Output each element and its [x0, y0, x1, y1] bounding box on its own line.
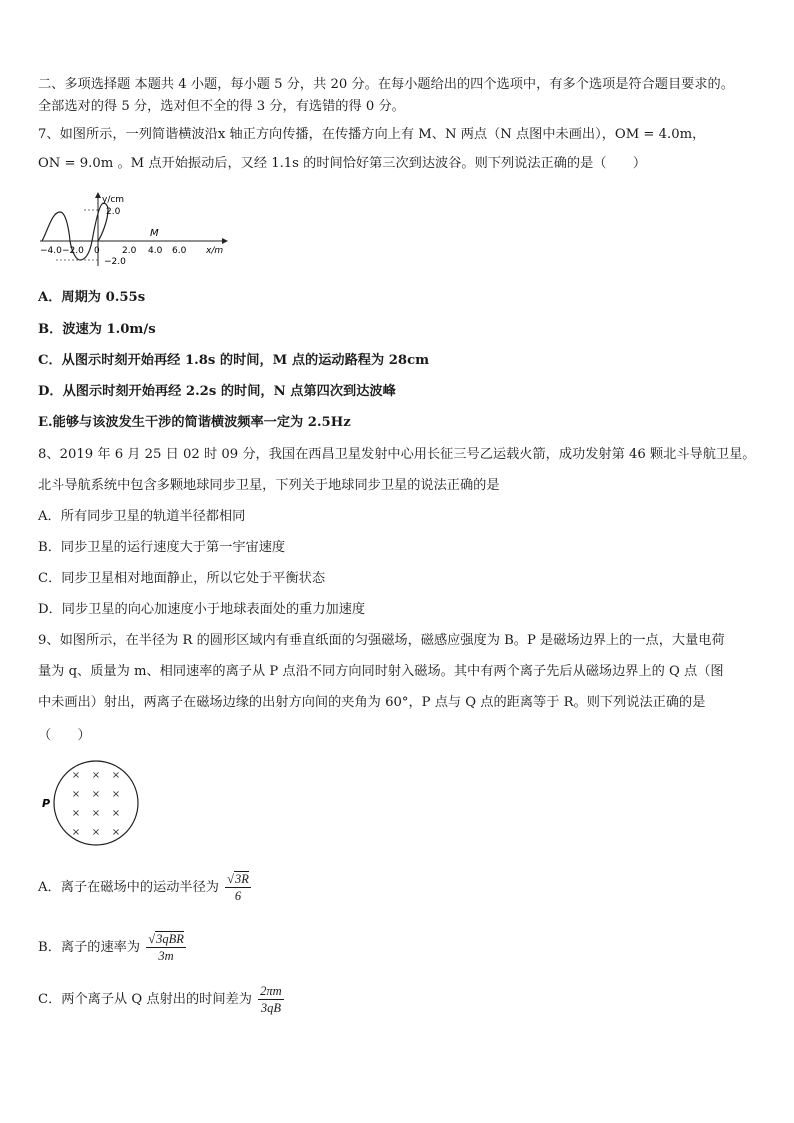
x-tick-6: 6.0	[172, 246, 187, 256]
x-tick-neg4: −4.0	[40, 246, 62, 256]
svg-text:×: ×	[91, 808, 101, 819]
q9-option-b-text: B．离子的速率为	[38, 940, 141, 955]
q8-option-a: A．所有同步卫星的轨道半径都相同	[38, 509, 246, 524]
q8-line-1: 8、2019 年 6 月 25 日 02 时 09 分，我国在西昌卫星发射中心用长征三号乙运载火箭，成功发射第 46 颗北斗导航卫星。	[38, 447, 756, 462]
field-marks	[72, 770, 120, 838]
x-tick-neg2: −2.0	[62, 246, 84, 256]
x-axis-label: x/m	[206, 246, 224, 256]
q7-option-b: B．波速为 1.0m/s	[38, 322, 156, 337]
x-tick-0: 0	[94, 246, 100, 256]
x-tick-2: 2.0	[122, 246, 137, 256]
svg-text:×: ×	[71, 770, 81, 781]
q9-line-4: （ ）	[38, 728, 91, 743]
q9-option-c	[38, 980, 284, 1020]
q8-option-c: C．同步卫星相对地面静止，所以它处于平衡状态	[38, 571, 326, 586]
q7-line-2: ON = 9.0m 。M 点开始振动后，又经 1.1s 的时间恰好第三次到达波谷。则下列说法正确的是（ ）	[38, 156, 647, 171]
svg-text:×: ×	[111, 808, 121, 819]
y-pos-label: 2.0	[106, 207, 121, 217]
svg-text:×: ×	[71, 827, 81, 838]
section-line-1: 二、多项选择题 本题共 4 小题，每小题 5 分，共 20 分。在每小题给出的四个选项中，有多个选项是符合题目要求的。	[38, 77, 734, 92]
q9-option-a-fraction: $\frac{√3R}{6}$	[227, 872, 249, 903]
svg-text:×: ×	[91, 770, 101, 781]
q9-option-c-fraction: $\frac{2\pi m}{3qB}$	[260, 984, 282, 1015]
q7-option-d: D．从图示时刻开始再经 2.2s 的时间，N 点第四次到达波峰	[38, 384, 396, 399]
q8-line-2: 北斗导航系统中包含多颗地球同步卫星，下列关于地球同步卫星的说法正确的是	[38, 478, 500, 493]
q8-option-d: D．同步卫星的向心加速度小于地球表面处的重力加速度	[38, 602, 366, 617]
q9-option-a-text: A．离子在磁场中的运动半径为	[38, 880, 219, 895]
y-axis-label: y/cm	[102, 195, 125, 205]
q9-option-b-fraction: $\frac{\text{√3qBR}}{3m}$	[148, 932, 184, 963]
point-p-label: P	[42, 797, 51, 810]
svg-text:×: ×	[71, 789, 81, 800]
point-m-label: M	[150, 228, 159, 239]
magnetic-field-diagram	[40, 756, 150, 856]
svg-text:×: ×	[91, 827, 101, 838]
q7-option-e: E.能够与该波发生干涉的简谐横波频率一定为 2.5Hz	[38, 415, 351, 430]
y-neg-label: −2.0	[104, 257, 126, 267]
x-tick-4: 4.0	[148, 246, 163, 256]
q7-line-1: 7、如图所示，一列简谐横波沿x 轴正方向传播，在传播方向上有 M、N 两点（N 点图中未画出），OM = 4.0m，	[38, 127, 706, 142]
q9-line-3: 中未画出）射出，两离子在磁场边缘的出射方向间的夹角为 60°，P 点与 Q 点的距离等于 R。则下列说法正确的是	[38, 695, 706, 710]
svg-text:×: ×	[111, 827, 121, 838]
section-line-2: 全部选对的得 5 分，选对但不全的得 3 分，有选错的得 0 分。	[38, 99, 405, 114]
q9-line-2: 量为 q、质量为 m、相同速率的离子从 P 点沿不同方向同时射入磁场。其中有两个离子先后从磁场边界上的 Q 点（图	[38, 664, 724, 679]
q7-option-c: C．从图示时刻开始再经 1.8s 的时间，M 点的运动路程为 28cm	[38, 353, 430, 368]
q9-option-a	[38, 868, 251, 908]
q9-option-b	[38, 928, 186, 968]
q9-option-c-text: C．两个离子从 Q 点射出的时间差为	[38, 992, 252, 1007]
svg-text:×: ×	[111, 789, 121, 800]
q7-option-a: A．周期为 0.55s	[38, 290, 146, 305]
svg-text:×: ×	[71, 808, 81, 819]
wave-graph	[36, 190, 236, 270]
svg-text:×: ×	[91, 789, 101, 800]
q8-option-b: B．同步卫星的运行速度大于第一宇宙速度	[38, 540, 286, 555]
svg-text:×: ×	[111, 770, 121, 781]
q9-line-1: 9、如图所示，在半径为 R 的圆形区域内有垂直纸面的匀强磁场，磁感应强度为 B。P 是磁场边界上的一点，大量电荷	[38, 633, 725, 648]
